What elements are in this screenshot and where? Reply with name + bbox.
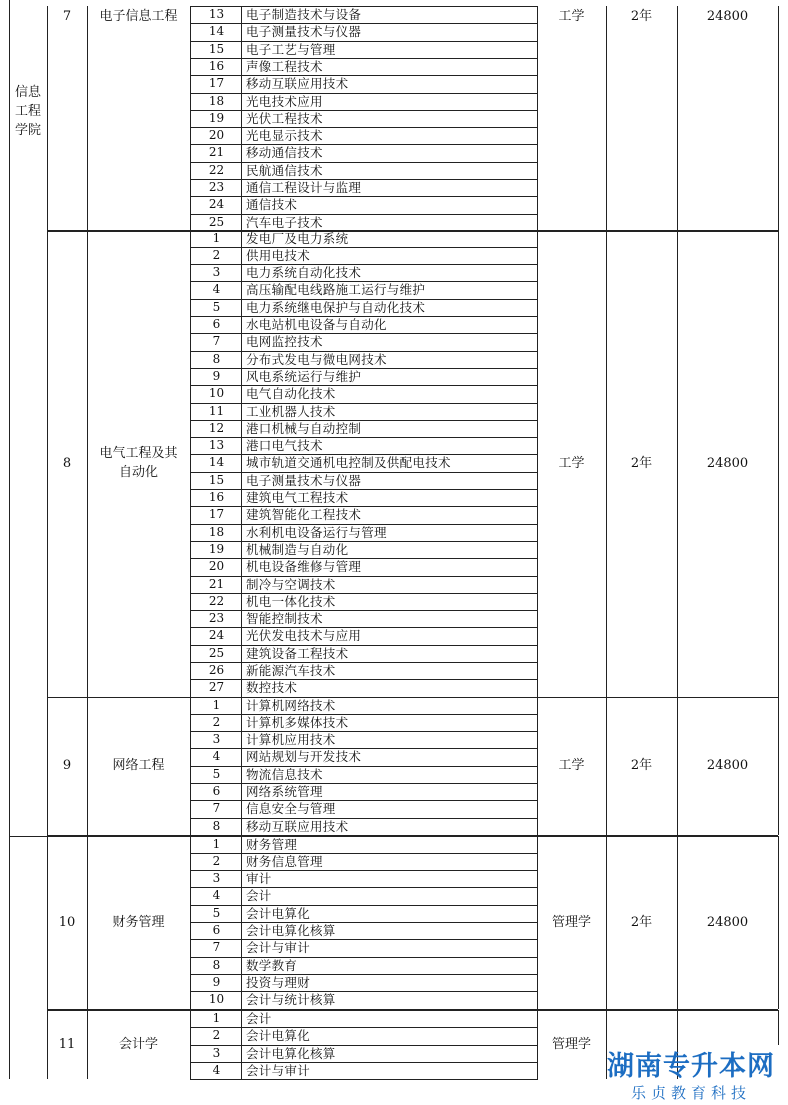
- sub-major-name: 电子制造技术与设备: [246, 7, 362, 22]
- table-hline: [190, 818, 538, 819]
- sub-major-number: 6: [212, 784, 221, 798]
- table-vline: [778, 697, 779, 835]
- table-hline: [190, 385, 538, 386]
- sub-major-name: 港口电气技术: [246, 438, 323, 454]
- sub-major-name: 声像工程技术: [246, 58, 323, 74]
- sub-major-name: 会计与统计核算: [246, 992, 336, 1008]
- table-hline: [190, 230, 538, 231]
- table-hline: [190, 662, 538, 663]
- sub-major-name: 建筑智能化工程技术: [246, 507, 362, 523]
- sub-major-name: 物流信息技术: [246, 766, 323, 782]
- major-name-line: 网络工程: [112, 758, 165, 774]
- sub-major-name: 风电系统运行与维护: [246, 368, 362, 384]
- sub-major-name: 通信技术: [246, 197, 298, 213]
- sub-major-number: 20: [208, 559, 225, 574]
- table-hline: [190, 506, 538, 507]
- sub-major-number: 1: [212, 836, 221, 851]
- table-hline: [190, 437, 538, 438]
- table-hline: [9, 836, 47, 837]
- study-duration: 2年: [630, 455, 653, 471]
- table-hline: [190, 144, 538, 145]
- major-name: [87, 697, 190, 835]
- sub-major-name: 数控技术: [246, 680, 298, 696]
- sub-major-number: 3: [212, 732, 221, 747]
- sub-major-number: 20: [208, 128, 225, 143]
- discipline-category: 工学: [558, 455, 585, 471]
- discipline-category: 工学: [558, 8, 585, 24]
- sub-major-number: 10: [208, 992, 225, 1007]
- sub-major-name: 计算机应用技术: [246, 732, 336, 748]
- sub-major-name: 建筑设备工程技术: [246, 645, 349, 661]
- watermark-title: 湖南专升本网: [607, 1051, 775, 1082]
- sub-major-name: 机电设备维修与管理: [246, 559, 362, 575]
- sub-major-number: 4: [212, 1062, 221, 1077]
- sub-major-name: 会计与审计: [246, 1062, 311, 1078]
- sub-major-number: 18: [208, 524, 225, 539]
- table-vline: [677, 6, 678, 231]
- table-hline: [190, 593, 538, 594]
- sub-major-number: 13: [208, 7, 225, 21]
- college-name-line: 信息: [14, 84, 41, 100]
- table-hline: [190, 110, 538, 111]
- sub-major-name: 智能控制技术: [246, 611, 323, 627]
- table-hline: [190, 179, 538, 180]
- sub-major-number: 11: [208, 403, 225, 418]
- sub-major-number: 2: [212, 853, 221, 868]
- sub-major-number: 7: [212, 940, 221, 955]
- sub-major-number: 22: [208, 162, 225, 177]
- table-hline: [190, 836, 538, 837]
- sub-major-name: 新能源汽车技术: [246, 663, 336, 678]
- sub-major-name: 网络系统管理: [246, 784, 323, 799]
- sub-major-number: 9: [212, 974, 221, 989]
- major-name-line: 电子信息工程: [99, 8, 178, 24]
- sub-major-number: 3: [212, 871, 221, 886]
- sub-major-number: 6: [212, 923, 221, 937]
- table-hline: [190, 853, 538, 854]
- sub-major-name: 电子测量技术与仪器: [246, 24, 362, 40]
- table-hline: [190, 576, 538, 577]
- table-hline: [190, 127, 538, 128]
- sub-major-name: 通信工程设计与监理: [246, 180, 362, 195]
- sub-major-number: 6: [212, 317, 221, 331]
- sub-major-name: 电网监控技术: [246, 334, 323, 350]
- discipline-category: 工学: [558, 758, 585, 774]
- sub-major-number: 4: [212, 282, 221, 297]
- table-vline: [778, 6, 779, 231]
- sub-major-name: 发电厂及电力系统: [246, 230, 349, 246]
- sub-major-number: 24: [208, 628, 225, 643]
- sub-major-name: 会计电算化核算: [246, 923, 336, 938]
- major-name-line: 会计学: [118, 1037, 158, 1053]
- sub-major-number: 3: [212, 1045, 221, 1060]
- table-hline: [190, 1045, 538, 1046]
- sub-major-name: 港口机械与自动控制: [246, 420, 362, 436]
- table-hline: [190, 783, 538, 784]
- table-hline: [190, 368, 538, 369]
- sub-major-number: 19: [208, 110, 225, 125]
- table-hline: [190, 922, 538, 923]
- sub-major-name: 信息安全与管理: [246, 801, 336, 817]
- table-hline: [190, 196, 538, 197]
- table-hline: [190, 905, 538, 906]
- sub-major-name: 财务管理: [246, 836, 298, 852]
- sub-major-name: 光伏发电技术与应用: [246, 628, 362, 644]
- table-hline: [190, 991, 538, 992]
- table-hline: [190, 748, 538, 749]
- sub-major-name: 会计与审计: [246, 940, 311, 956]
- table-hline: [190, 870, 538, 871]
- sub-major-name: 供用电技术: [246, 247, 311, 263]
- sub-major-name: 数学教育: [246, 957, 298, 973]
- college-name-line: 学院: [14, 122, 41, 138]
- table-hline: [190, 679, 538, 680]
- discipline-category: 管理学: [551, 914, 591, 930]
- table-hline: [190, 558, 538, 559]
- major-name: [87, 230, 190, 697]
- table-hline: [190, 23, 538, 24]
- tuition-fee: 24800: [706, 8, 749, 24]
- sub-major-name: 网站规划与开发技术: [246, 749, 362, 765]
- study-duration: 2年: [630, 758, 653, 774]
- tuition-fee: 24800: [706, 758, 749, 774]
- table-hline: [190, 1062, 538, 1063]
- sub-major-number: 25: [208, 645, 225, 660]
- sub-major-name: 工业机器人技术: [246, 403, 336, 419]
- major-number: 7: [62, 8, 72, 24]
- sub-major-name: 光电技术应用: [246, 93, 323, 109]
- table-hline: [190, 610, 538, 611]
- sub-major-name: 分布式发电与微电网技术: [246, 351, 387, 367]
- sub-major-name: 民航通信技术: [246, 162, 323, 178]
- sub-major-name: 计算机网络技术: [246, 697, 336, 713]
- sub-major-name: 汽车电子技术: [246, 214, 323, 230]
- sub-major-number: 22: [208, 593, 225, 608]
- sub-major-name: 投资与理财: [246, 974, 311, 990]
- table-hline: [190, 697, 538, 698]
- table-hline: [190, 1079, 538, 1080]
- table-vline: [606, 6, 607, 231]
- major-name-line: 电气工程及其: [99, 446, 178, 462]
- sub-major-number: 17: [208, 76, 225, 91]
- sub-major-name: 电气自动化技术: [246, 386, 336, 402]
- discipline-category: 管理学: [551, 1037, 591, 1052]
- sub-major-number: 8: [212, 818, 221, 833]
- table-hline: [190, 333, 538, 334]
- sub-major-name: 会计电算化: [246, 1028, 311, 1044]
- table-hline: [190, 731, 538, 732]
- sub-major-number: 18: [208, 93, 225, 108]
- sub-major-name: 制冷与空调技术: [246, 576, 336, 592]
- sub-major-number: 8: [212, 351, 221, 366]
- sub-major-name: 会计电算化核算: [246, 1045, 336, 1061]
- major-number: 10: [58, 914, 76, 930]
- study-duration: 2年: [630, 914, 653, 930]
- sub-major-name: 会计: [246, 1011, 272, 1026]
- table-hline: [190, 1027, 538, 1028]
- table-hline: [190, 420, 538, 421]
- table-hline: [190, 627, 538, 628]
- table-vline: [778, 836, 779, 1009]
- table-hline: [190, 766, 538, 767]
- sub-major-name: 建筑电气工程技术: [246, 490, 349, 505]
- table-hline: [190, 93, 538, 94]
- sub-major-number: 14: [208, 24, 225, 39]
- study-duration: 2年: [630, 8, 653, 24]
- sub-major-name: 高压输配电线路施工运行与维护: [246, 282, 426, 298]
- sub-major-number: 9: [212, 368, 221, 383]
- sub-major-number: 23: [208, 180, 225, 194]
- sub-major-number: 25: [208, 214, 225, 229]
- table-hline: [190, 887, 538, 888]
- table-hline: [190, 957, 538, 958]
- tuition-fee: 24800: [706, 914, 749, 930]
- sub-major-name: 水电站机电设备与自动化: [246, 317, 387, 332]
- table-vline: [87, 6, 88, 231]
- sub-major-number: 23: [208, 611, 225, 626]
- table-hline: [190, 472, 538, 473]
- sub-major-name: 机械制造与自动化: [246, 541, 349, 557]
- table-hline: [190, 41, 538, 42]
- sub-major-number: 7: [212, 801, 221, 816]
- sub-major-name: 光伏工程技术: [246, 110, 323, 126]
- sub-major-number: 2: [212, 1028, 221, 1043]
- sub-major-name: 机电一体化技术: [246, 593, 336, 609]
- table-hline: [190, 645, 538, 646]
- watermark-subtitle: 乐贞教育科技: [630, 1084, 751, 1102]
- sub-major-name: 水利机电设备运行与管理: [246, 524, 387, 540]
- college-name-line: 工程: [14, 103, 41, 119]
- major-number: 9: [62, 758, 72, 774]
- sub-major-number: 15: [208, 472, 225, 487]
- sub-major-number: 4: [212, 888, 221, 903]
- table-hline: [190, 403, 538, 404]
- sub-major-name: 移动互联应用技术: [246, 818, 349, 834]
- sub-major-number: 1: [212, 230, 221, 245]
- table-vline: [778, 1010, 779, 1045]
- table-vline: [9, 0, 10, 1079]
- table-hline: [190, 264, 538, 265]
- sub-major-number: 16: [208, 58, 225, 73]
- sub-major-name: 财务信息管理: [246, 853, 323, 869]
- sub-major-name: 移动通信技术: [246, 145, 323, 161]
- table-hline: [190, 489, 538, 490]
- sub-major-number: 21: [208, 145, 225, 160]
- sub-major-number: 17: [208, 507, 225, 522]
- table-hline: [190, 214, 538, 215]
- sub-major-number: 15: [208, 41, 225, 56]
- sub-major-name: 计算机多媒体技术: [246, 714, 349, 730]
- sub-major-name: 电子测量技术与仪器: [246, 472, 362, 488]
- sub-major-number: 10: [208, 386, 225, 401]
- sub-major-number: 19: [208, 541, 225, 556]
- sub-major-number: 24: [208, 197, 225, 212]
- sub-major-name: 审计: [246, 871, 272, 887]
- table-hline: [190, 541, 538, 542]
- major-name: [87, 1010, 190, 1079]
- college-name: [9, 78, 47, 144]
- major-name: [87, 836, 190, 1009]
- table-hline: [190, 974, 538, 975]
- table-hline: [190, 1010, 538, 1011]
- sub-major-name: 电子工艺与管理: [246, 41, 336, 57]
- tuition-fee: 24800: [706, 455, 749, 471]
- table-hline: [190, 75, 538, 76]
- sub-major-number: 12: [208, 420, 225, 435]
- table-hline: [190, 939, 538, 940]
- sub-major-number: 2: [212, 247, 221, 262]
- sub-major-name: 会计电算化: [246, 905, 311, 921]
- sub-major-number: 2: [212, 714, 221, 729]
- table-hline: [190, 6, 538, 7]
- sub-major-number: 5: [212, 905, 221, 920]
- sub-major-number: 3: [212, 265, 221, 280]
- major-number: 11: [58, 1037, 76, 1053]
- sub-major-name: 城市轨道交通机电控制及供配电技术: [246, 455, 451, 471]
- sub-major-number: 8: [212, 957, 221, 972]
- sub-major-name: 移动互联应用技术: [246, 76, 349, 92]
- sub-major-number: 14: [208, 455, 225, 470]
- sub-major-name: 光电显示技术: [246, 128, 323, 144]
- table-hline: [190, 714, 538, 715]
- sub-major-number: 1: [212, 1011, 221, 1025]
- table-vline: [47, 6, 48, 231]
- sub-major-number: 27: [208, 680, 225, 695]
- table-hline: [190, 800, 538, 801]
- table-hline: [190, 58, 538, 59]
- major-name-line: 自动化: [118, 465, 158, 481]
- sub-major-number: 7: [212, 334, 221, 349]
- major-name: [87, 6, 190, 26]
- sub-major-name: 会计: [246, 888, 272, 904]
- table-vline: [778, 230, 779, 697]
- sub-major-name: 电力系统继电保护与自动化技术: [246, 299, 426, 315]
- sub-major-number: 21: [208, 576, 225, 591]
- sub-major-number: 16: [208, 490, 225, 504]
- table-hline: [190, 247, 538, 248]
- table-hline: [190, 162, 538, 163]
- sub-major-number: 1: [212, 697, 221, 712]
- sub-major-number: 13: [208, 438, 225, 453]
- sub-major-number: 4: [212, 749, 221, 764]
- major-number: 8: [62, 455, 72, 471]
- sub-major-number: 5: [212, 766, 221, 781]
- sub-major-name: 电力系统自动化技术: [246, 265, 362, 281]
- sub-major-number: 26: [208, 663, 225, 677]
- major-name-line: 财务管理: [112, 914, 165, 930]
- sub-major-number: 5: [212, 299, 221, 314]
